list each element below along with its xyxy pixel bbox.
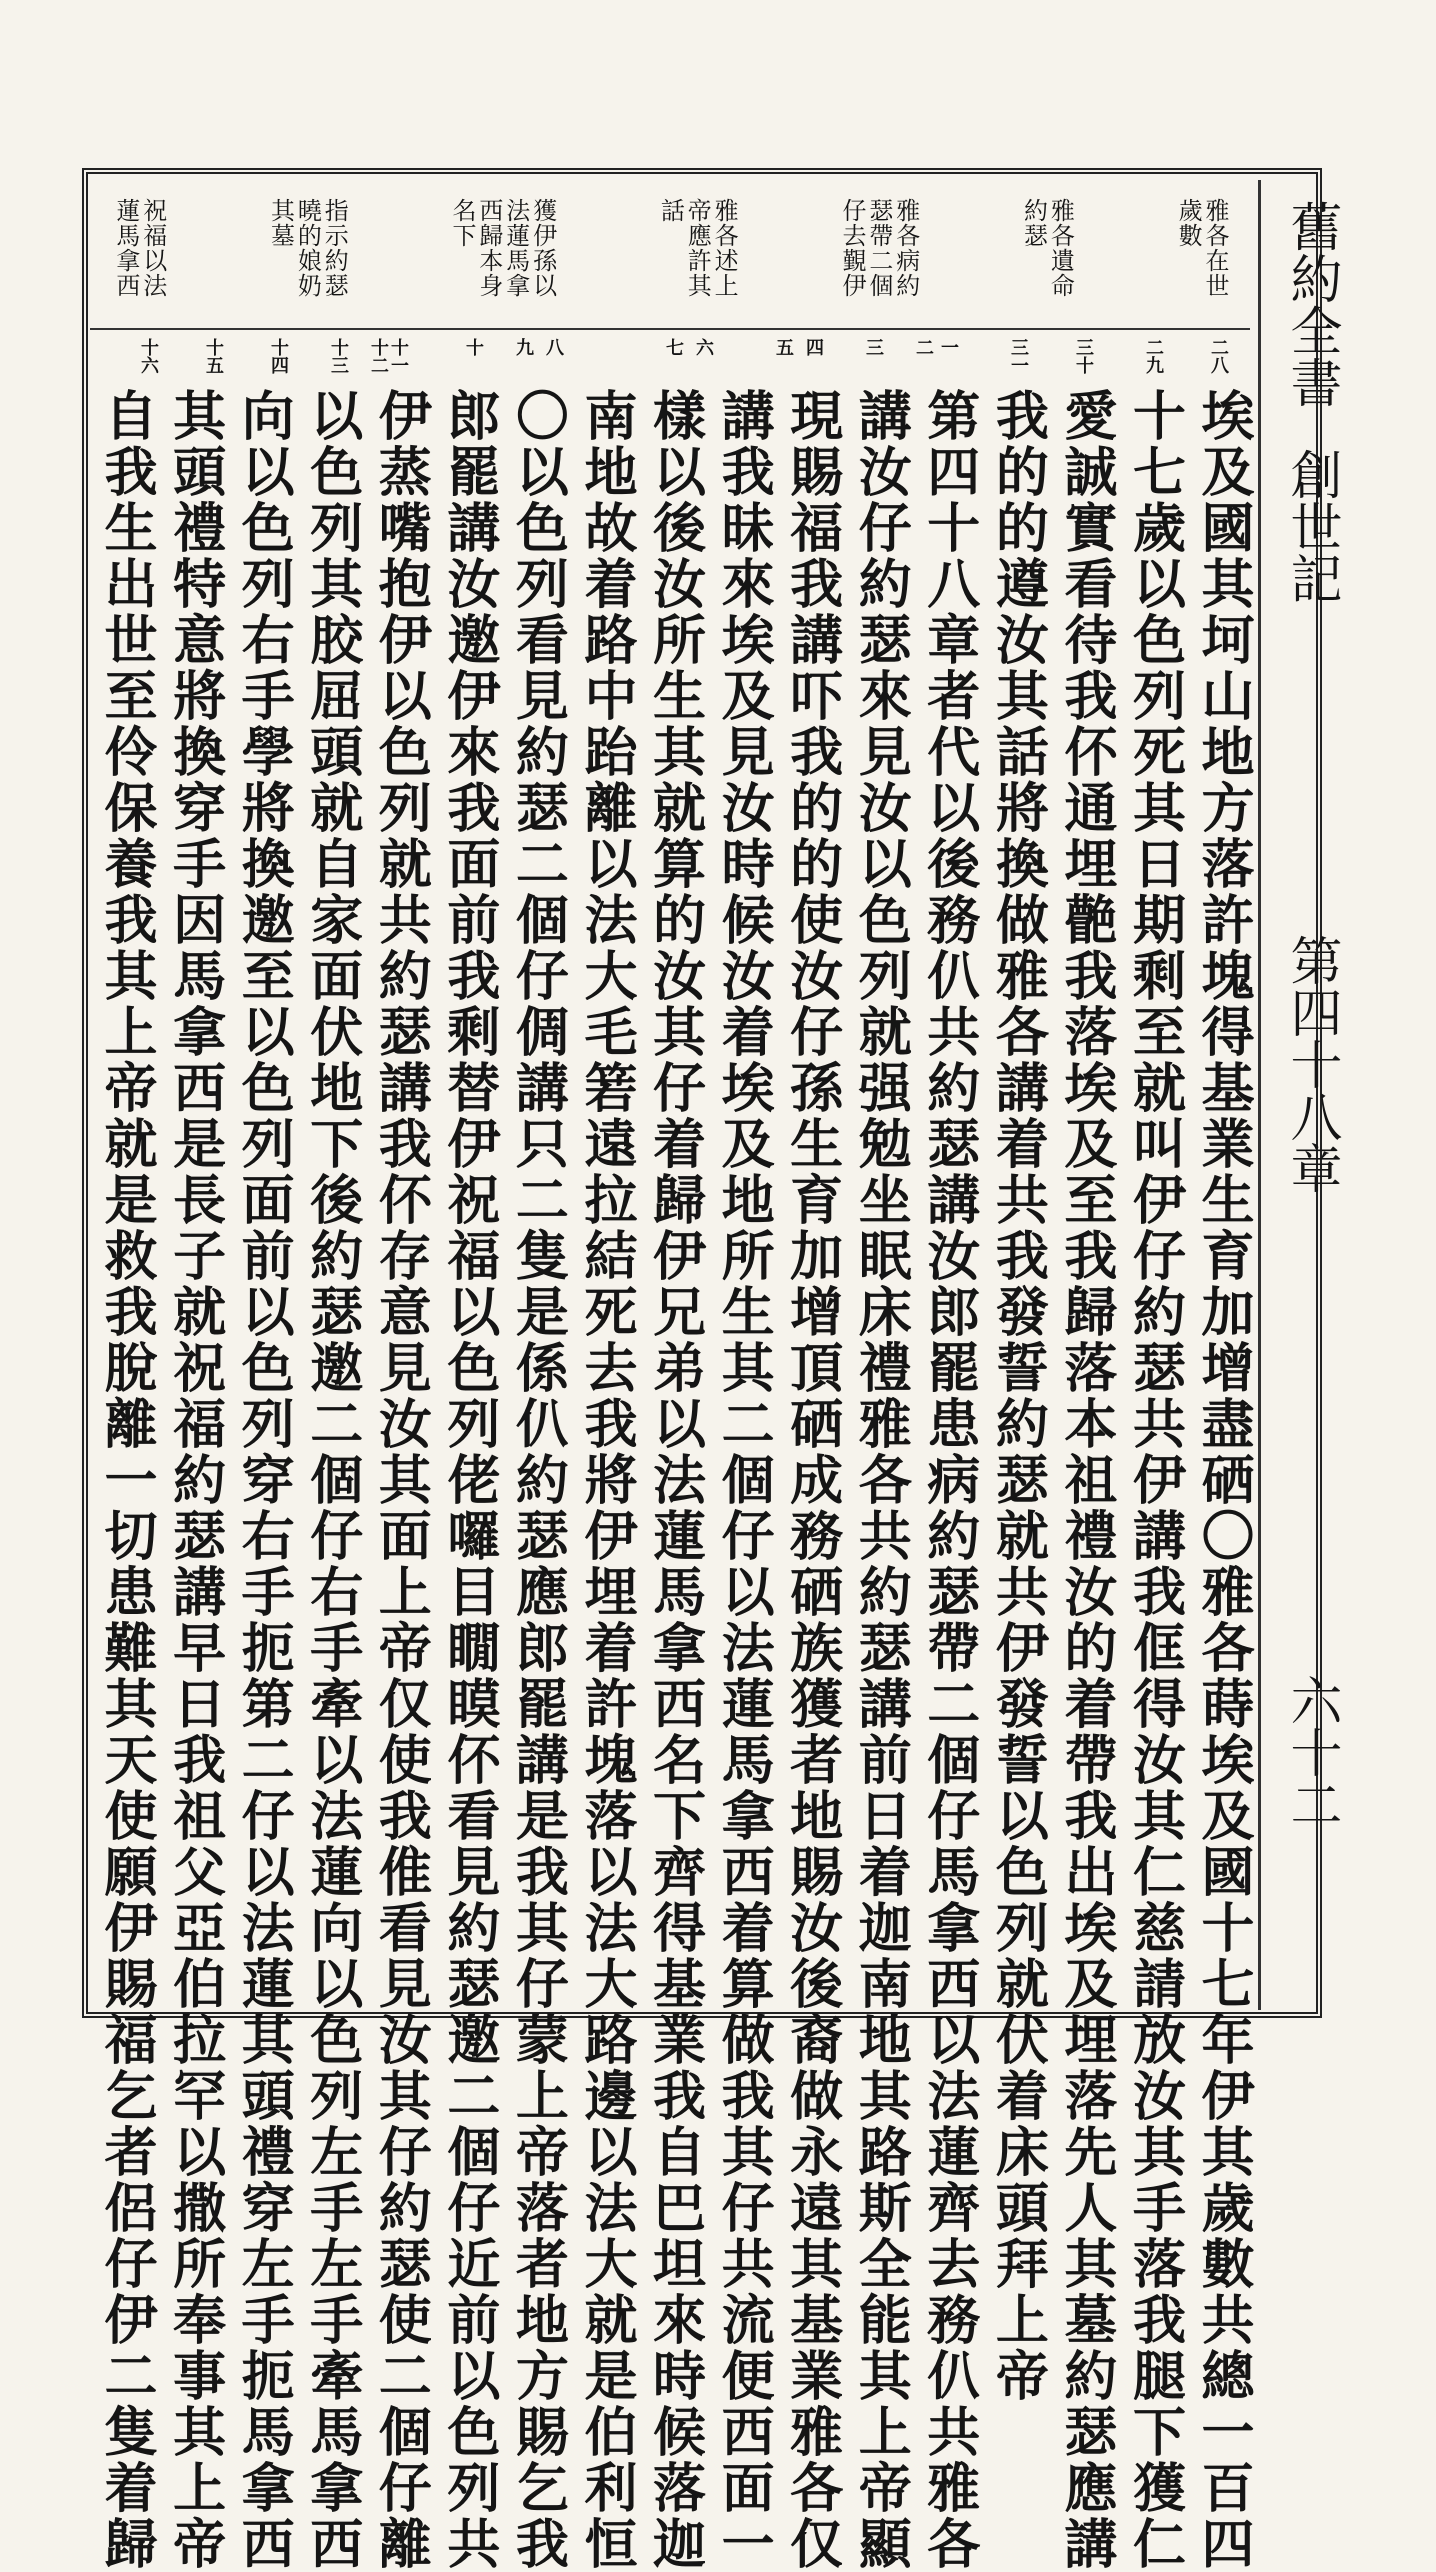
text-column: 南地故着路中跆離以法大毛箬遠拉結死去我將伊埋着許塊落以法大路邊以法大就是伯利恒 — [575, 388, 638, 2572]
text-column: 其頭禮特意將換穿手因馬拿西是長子就祝福約瑟講早日我祖父亞伯拉罕以撒所奉事其上帝 — [164, 388, 227, 2572]
verse-number-band — [100, 338, 1240, 378]
notes-band — [90, 180, 1250, 330]
text-column: 樣以後汝所生其就算的汝其仔着歸伊兄弟以法蓮馬拿西名下齊得基業我自巴坦來時候落迦 — [644, 388, 707, 2572]
text-column: 現賜福我講吓我的的使汝仔孫生育加增頂硒成務硒族獲者地賜汝後裔做永遠其基業雅各仅 — [781, 388, 844, 2572]
note: 雅各遺命 約瑟 — [1019, 198, 1075, 298]
text-column: 愛誠實看待我伓通埋䒐我落埃及至我歸落本祖禮汝的着帶我出埃及埋落先人其墓約瑟應講 — [1055, 388, 1118, 2572]
verse-number: 二八 — [1208, 338, 1229, 374]
verse-number: 十四 — [268, 338, 289, 374]
verse-number: 十一 — [388, 338, 409, 374]
text-column: 〇以色列看見約瑟二個仔倜講只二隻是係仈約瑟應郎罷講是我其仔蒙上帝落者地方賜乞我 — [507, 388, 570, 2572]
verse-number: 三十 — [1073, 338, 1094, 374]
running-head — [1268, 180, 1354, 2030]
verse-number: 五 — [773, 338, 794, 356]
text-column: 十七歲以色列死其日期剩至就叫伊仔約瑟共伊講我㑌得汝其仁慈請放汝其手落我腿下獲仁 — [1124, 388, 1187, 2572]
note: 雅各述上 帝應許其 話 — [656, 198, 739, 298]
text-column: 伊蒸嘴抱伊以色列就共約瑟講我伓存意見汝其面上帝仅使我倠看見汝其仔約瑟使二個仔離 — [370, 388, 433, 2572]
text-column: 郎罷講汝邀伊來我面前我剩替伊祝福以色列佬囉目瞯瞙伓看見約瑟邀二個仔近前以色列共 — [438, 388, 501, 2572]
verse-number: 四 — [803, 338, 824, 356]
verse-number: 十 — [463, 338, 484, 356]
note: 獲伊孫以 法蓮馬拿 西歸本身 名下 — [448, 198, 557, 298]
verse-number: 三一 — [1008, 338, 1029, 374]
text-column: 自我生出世至伶保養我其上帝就是救我脫離一切患難其天使願伊賜福乞者侶仔伊二隻着歸 — [96, 388, 158, 2572]
note: 祝福以法 蓮馬拿西 — [111, 198, 167, 298]
verse-number: 九 — [513, 338, 534, 356]
note: 指示約瑟 曉的娘奶 其墓 — [266, 198, 349, 298]
chapter-heading: 第四十八章 — [1281, 934, 1341, 1194]
verse-number: 七 — [663, 338, 684, 356]
page-number: 六十二 — [1281, 1674, 1341, 1830]
header-divider — [1258, 180, 1261, 2010]
text-column: 向以色列右手學將換邀至以色列面前以色列穿右手扼第二仔以法蓮其頭禮穿左手扼馬拿西 — [233, 388, 296, 2572]
verse-number: 十三 — [328, 338, 349, 374]
verse-number: 八 — [543, 338, 564, 356]
verse-number: 二九 — [1143, 338, 1164, 374]
verse-number: 一 — [938, 338, 959, 356]
note: 雅各病約 瑟帶二個 仔去覲伊 — [837, 198, 920, 298]
verse-number: 六 — [693, 338, 714, 356]
note: 雅各在世 歲數 — [1174, 198, 1229, 298]
chapter-name: 創世記 — [1281, 448, 1341, 604]
text-column: 埃及國其坷山地方落許塊得基業生育加增盡硒〇雅各蒔埃及國十七年伊其歲數共總一百四 — [1193, 388, 1255, 2572]
verse-number: 十五 — [203, 338, 224, 374]
verse-number: 十二 — [368, 338, 389, 374]
text-column: 講汝仔約瑟來見汝以色列就强勉坐眠床禮雅各共約瑟講前日着迦南地其路斯全能其上帝顯 — [850, 388, 913, 2572]
verse-number: 二 — [913, 338, 934, 356]
text-column: 以色列其胶屈頭就自家面伏地下後約瑟邀二個仔右手牽以法蓮向以色列左手左手牽馬拿西 — [301, 388, 364, 2572]
text-column: 講我昧來埃及見汝時候汝着埃及地所生其二個仔以法蓮馬拿西着算做我其仔共流便西面一 — [713, 388, 776, 2572]
main-text — [96, 388, 1255, 2572]
book-title: 舊約全書 — [1281, 200, 1341, 408]
text-column: 我的的遵汝其話將換做雅各講着共我發誓約瑟就共伊發誓以色列就伏着床頭拜上帝 — [987, 388, 1050, 2404]
verse-number: 三 — [863, 338, 884, 356]
text-column: 第四十八章者代以後務仈共約瑟講汝郎罷患病約瑟帶二個仔馬拿西以法蓮齊去務仈共雅各 — [918, 388, 981, 2572]
verse-number: 十六 — [138, 338, 159, 374]
